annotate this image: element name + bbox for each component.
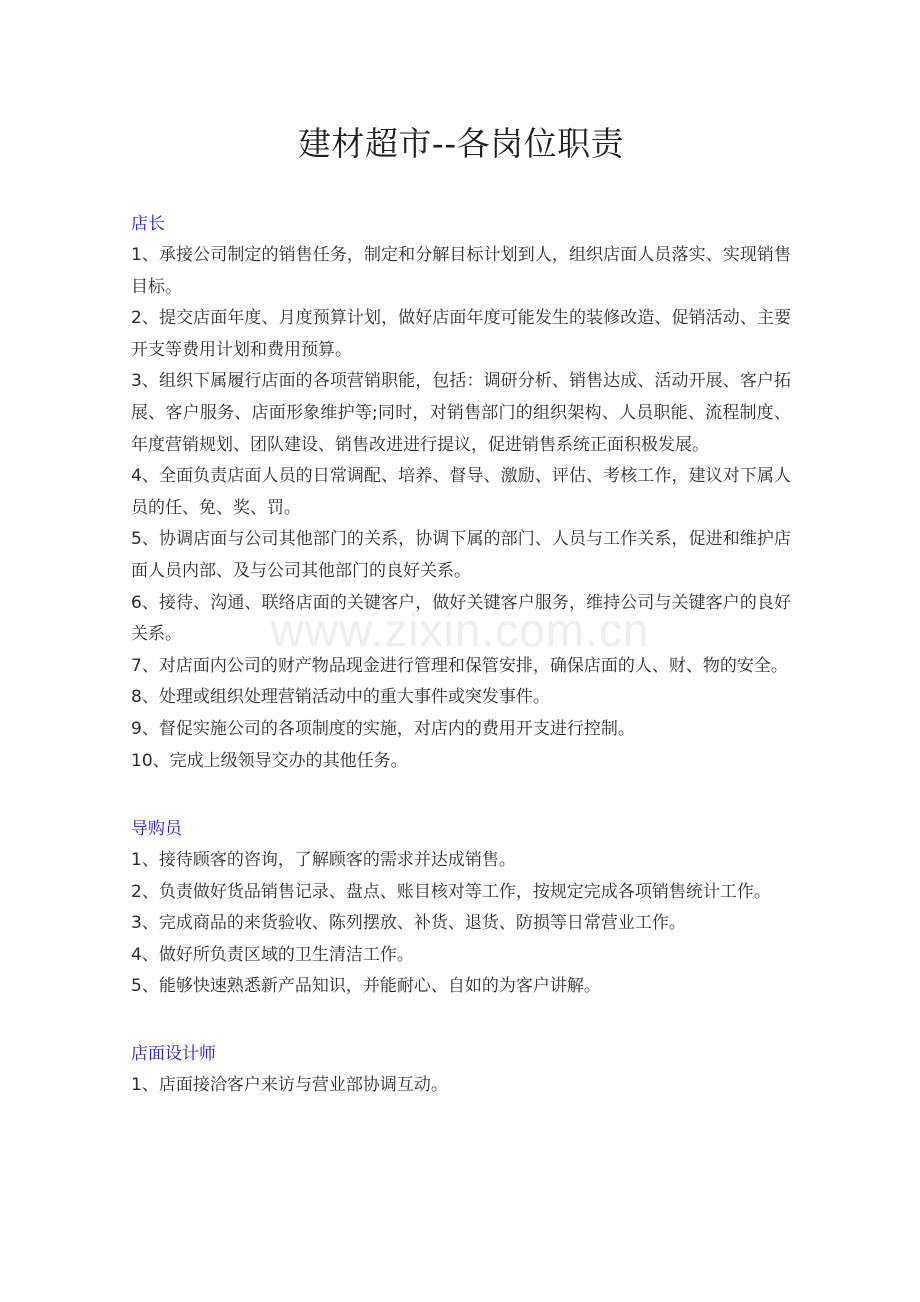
duty-item: 1、店面接洽客户来访与营业部协调互动。 (131, 1075, 448, 1096)
duty-item: 5、协调店面与公司其他部门的关系，协调下属的部门、人员与工作关系，促进和维护店面人员内部、及与公司其他部门的良好关系。 (131, 529, 791, 581)
document-page (131, 0, 791, 1102)
duty-item: 6、接待、沟通、联络店面的关键客户，做好关键客户服务，维持公司与关键客户的良好关系。 (131, 592, 791, 645)
duty-item: 7、对店面内公司的财产物品现金进行管理和保管安排，确保店面的人、财、物的安全。 (131, 655, 788, 676)
duty-list (131, 845, 791, 1003)
duty-item: 2、负责做好货品销售记录、盘点、账目核对等工作，按规定完成各项销售统计工作。 (131, 881, 771, 902)
section-store-manager (131, 208, 791, 777)
section-shopping-guide (131, 813, 791, 1003)
section-heading: 导购员 (131, 819, 182, 840)
section-heading: 店长 (131, 214, 165, 234)
document-title: 建材超市--各岗位职责 (297, 124, 625, 163)
duty-item: 8、处理或组织处理营销活动中的重大事件或突发事件。 (131, 687, 550, 708)
duty-item: 4、全面负责店面人员的日常调配、培养、督导、激励、评估、考核工作，建议对下属人员的任、免、奖、罚。 (131, 466, 791, 518)
section-heading: 店面设计师 (131, 1044, 216, 1065)
duty-item: 3、完成商品的来货验收、陈列摆放、补货、退货、防损等日常营业工作。 (131, 913, 686, 934)
spacer (131, 1003, 791, 1038)
section-store-designer (131, 1038, 791, 1102)
duty-list (131, 240, 791, 777)
duty-item: 3、组织下属履行店面的各项营销职能，包括：调研分析、销售达成、活动开展、客户拓展、客户服务、店面形象维护等;同时，对销售部门的组织架构、人员职能、流程制度、年度营销规划、团队建设、销售改进进行提议，促进销售系统正面积极发展。 (131, 371, 791, 455)
duty-list (131, 1070, 791, 1102)
duty-item: 9、督促实施公司的各项制度的实施，对店内的费用开支进行控制。 (131, 718, 635, 739)
duty-item: 2、提交店面年度、月度预算计划，做好店面年度可能发生的装修改造、促销活动、主要开支等费用计划和费用预算。 (131, 308, 791, 360)
watermark: www.zixin.com.cn (270, 604, 650, 656)
duty-item: 1、承接公司制定的销售任务，制定和分解目标计划到人，组织店面人员落实、实现销售目标。 (131, 245, 791, 297)
duty-item: 1、接待顾客的咨询，了解顾客的需求并达成销售。 (131, 850, 516, 871)
spacer (131, 777, 791, 813)
spacer (131, 170, 791, 208)
duty-item: 4、做好所负责区域的卫生清洁工作。 (131, 944, 414, 965)
duty-item: 10、完成上级领导交办的其他任务。 (131, 750, 408, 771)
duty-item: 5、能够快速熟悉新产品知识，并能耐心、自如的为客户讲解。 (131, 976, 601, 997)
